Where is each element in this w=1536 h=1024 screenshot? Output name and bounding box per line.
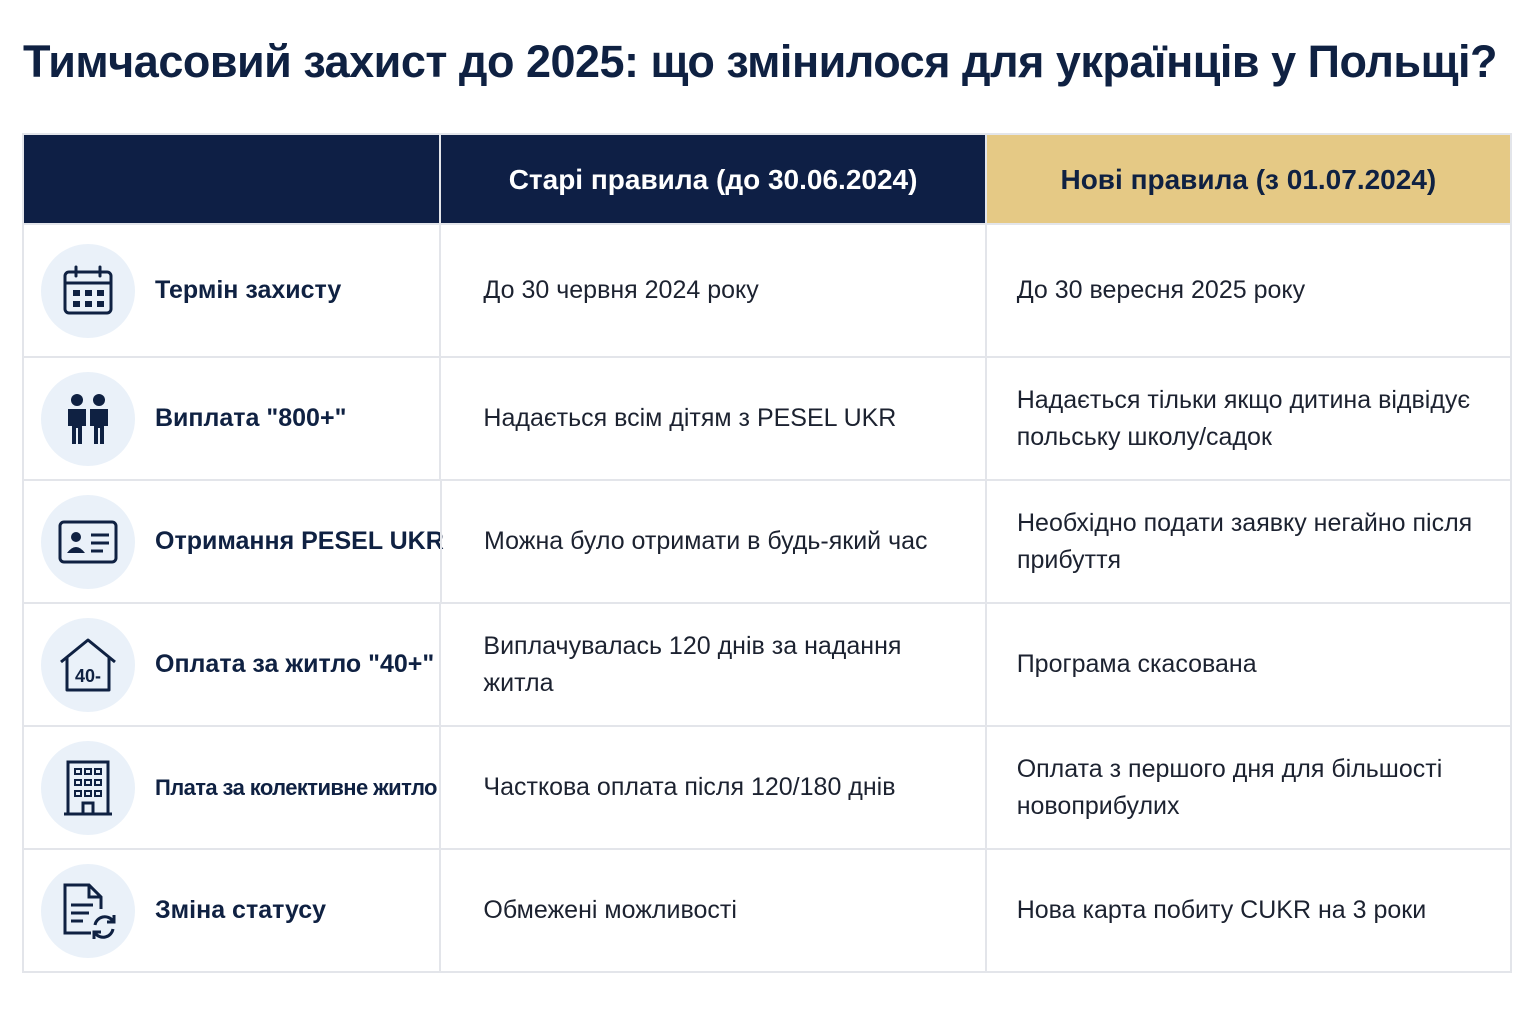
old-rule-cell: Можна було отримати в будь-який час: [440, 481, 985, 602]
document-refresh-icon: [41, 864, 135, 958]
category-cell: [24, 727, 439, 848]
header-old-rules: Старі правила (до 30.06.2024): [439, 135, 984, 223]
category-label: Термін захисту: [155, 276, 342, 304]
category-cell: [24, 850, 439, 971]
old-rule-cell: Часткова оплата після 120/180 днів: [439, 727, 984, 848]
old-rule-cell: Надається всім дітям з PESEL UKR: [439, 358, 984, 479]
old-rule-cell: До 30 червня 2024 року: [439, 225, 984, 356]
table-row: [24, 602, 1510, 725]
old-rule-cell: Виплачувалась 120 днів за надання житла: [439, 604, 984, 725]
new-rule-cell: Нова карта побиту CUKR на 3 роки: [985, 850, 1510, 971]
category-label: Оплата за житло "40+": [155, 650, 435, 678]
new-rule-cell: Надається тільки якщо дитина відвідує польську школу/садок: [985, 358, 1510, 479]
house-40-icon-text: 40-: [74, 665, 102, 686]
category-cell: [24, 604, 439, 725]
table-row: [24, 848, 1510, 971]
new-rule-cell: Необхідно подати заявку негайно після прибуття: [985, 481, 1510, 602]
new-rule-cell: До 30 вересня 2025 року: [985, 225, 1510, 356]
table-row: [24, 725, 1510, 848]
calendar-icon: [41, 244, 135, 338]
category-cell: [24, 358, 439, 479]
table-row: [24, 223, 1510, 356]
old-rule-cell: Обмежені можливості: [439, 850, 984, 971]
category-cell: [24, 225, 439, 356]
category-label: Зміна статусу: [155, 896, 327, 924]
new-rule-cell: Оплата з першого дня для більшості новоприбулих: [985, 727, 1510, 848]
building-icon: [41, 741, 135, 835]
header-empty-cell: [24, 135, 439, 223]
house-40-icon: [41, 618, 135, 712]
table-row: [24, 356, 1510, 479]
category-label: Виплата "800+": [155, 404, 347, 432]
comparison-table: [22, 133, 1512, 973]
header-new-rules: Нові правила (з 01.07.2024): [985, 135, 1510, 223]
category-cell: [24, 481, 444, 602]
new-rule-cell: Програма скасована: [985, 604, 1510, 725]
table-header: [24, 135, 1510, 223]
table-row: [24, 479, 1510, 602]
category-label: Плата за колективне житло: [155, 775, 437, 800]
page-title: Тимчасовий захист до 2025: що змінилося для українців у Польщі?: [22, 36, 1498, 87]
category-label: Отримання PESEL UKR: [155, 527, 444, 555]
id-card-icon: [41, 495, 135, 589]
people-icon: [41, 372, 135, 466]
